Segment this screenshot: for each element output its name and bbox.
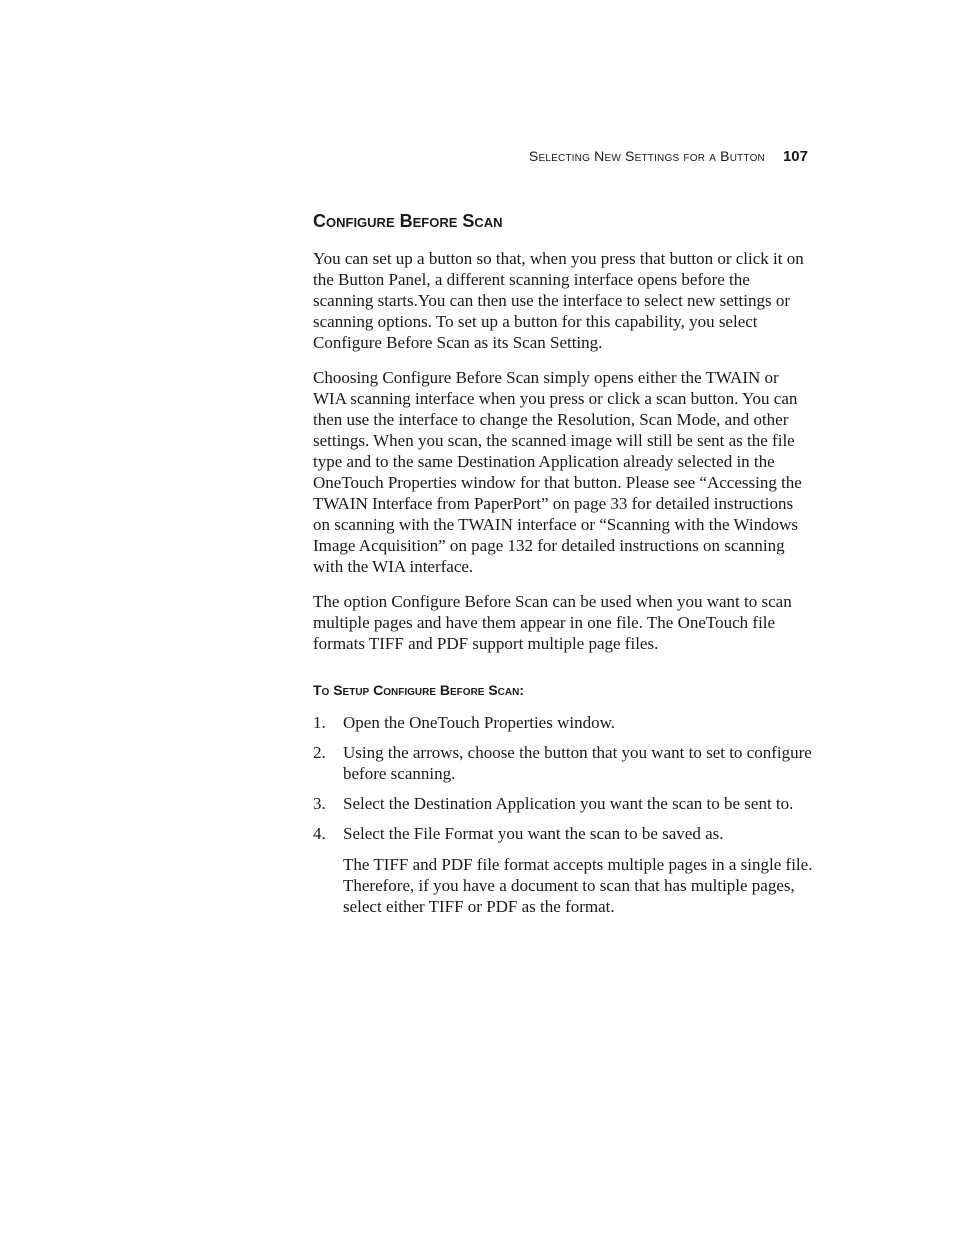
running-header [529,148,808,165]
section-heading: Configure Before Scan [313,211,503,231]
body-paragraph: The option Configure Before Scan can be used when you want to scan multiple pages and have them appear in one file. The OneTouch file formats TIFF and PDF support multiple page files. [313,592,792,653]
list-item [313,793,813,814]
list-item [313,742,813,784]
body-paragraph: You can set up a button so that, when you press that button or click it on the Button Panel, a different scanning interface opens before the scanning starts.You can then use the interface to select new settings or scanning options. To set up a button for this capability, you select Configure Before Scan as its Scan Setting. [313,249,804,352]
step-number: 2. [313,743,326,762]
step-text: Select the Destination Application you want the scan to be sent to. [343,794,794,813]
step-text: Select the File Format you want the scan to be saved as. [343,824,724,843]
step-text: Open the OneTouch Properties window. [343,713,616,732]
running-title: Selecting New Settings for a Button [528,148,765,164]
list-item [313,712,813,733]
list-item [313,823,813,844]
procedure-steps [313,712,813,844]
step-number: 1. [313,713,326,732]
step-number: 3. [313,794,326,813]
procedure-heading: To Setup Configure Before Scan: [313,682,525,698]
page-content [313,208,813,917]
step-number: 4. [313,824,326,843]
step-note: The TIFF and PDF file format accepts multiple pages in a single file. Therefore, if you have a document to scan that has multiple pages, select either TIFF or PDF as the format. [343,855,813,916]
body-paragraph: Choosing Configure Before Scan simply opens either the TWAIN or WIA scanning interface when you press or click a scan button. You can then use the interface to change the Resolution, Scan Mode, and other settings. When you scan, the scanned image will still be sent as the file type and to the same Destination Application already selected in the OneTouch Properties window for that button. Please see “Accessing the TWAIN Interface from PaperPort” on page 33 for detailed instructions on scanning with the TWAIN interface or “Scanning with the Windows Image Acquisition” on page 132 for detailed instructions on scanning with the WIA interface. [313,368,802,576]
step-text: Using the arrows, choose the button that you want to set to configure before scanning. [343,743,812,783]
page-number: 107 [782,148,808,165]
